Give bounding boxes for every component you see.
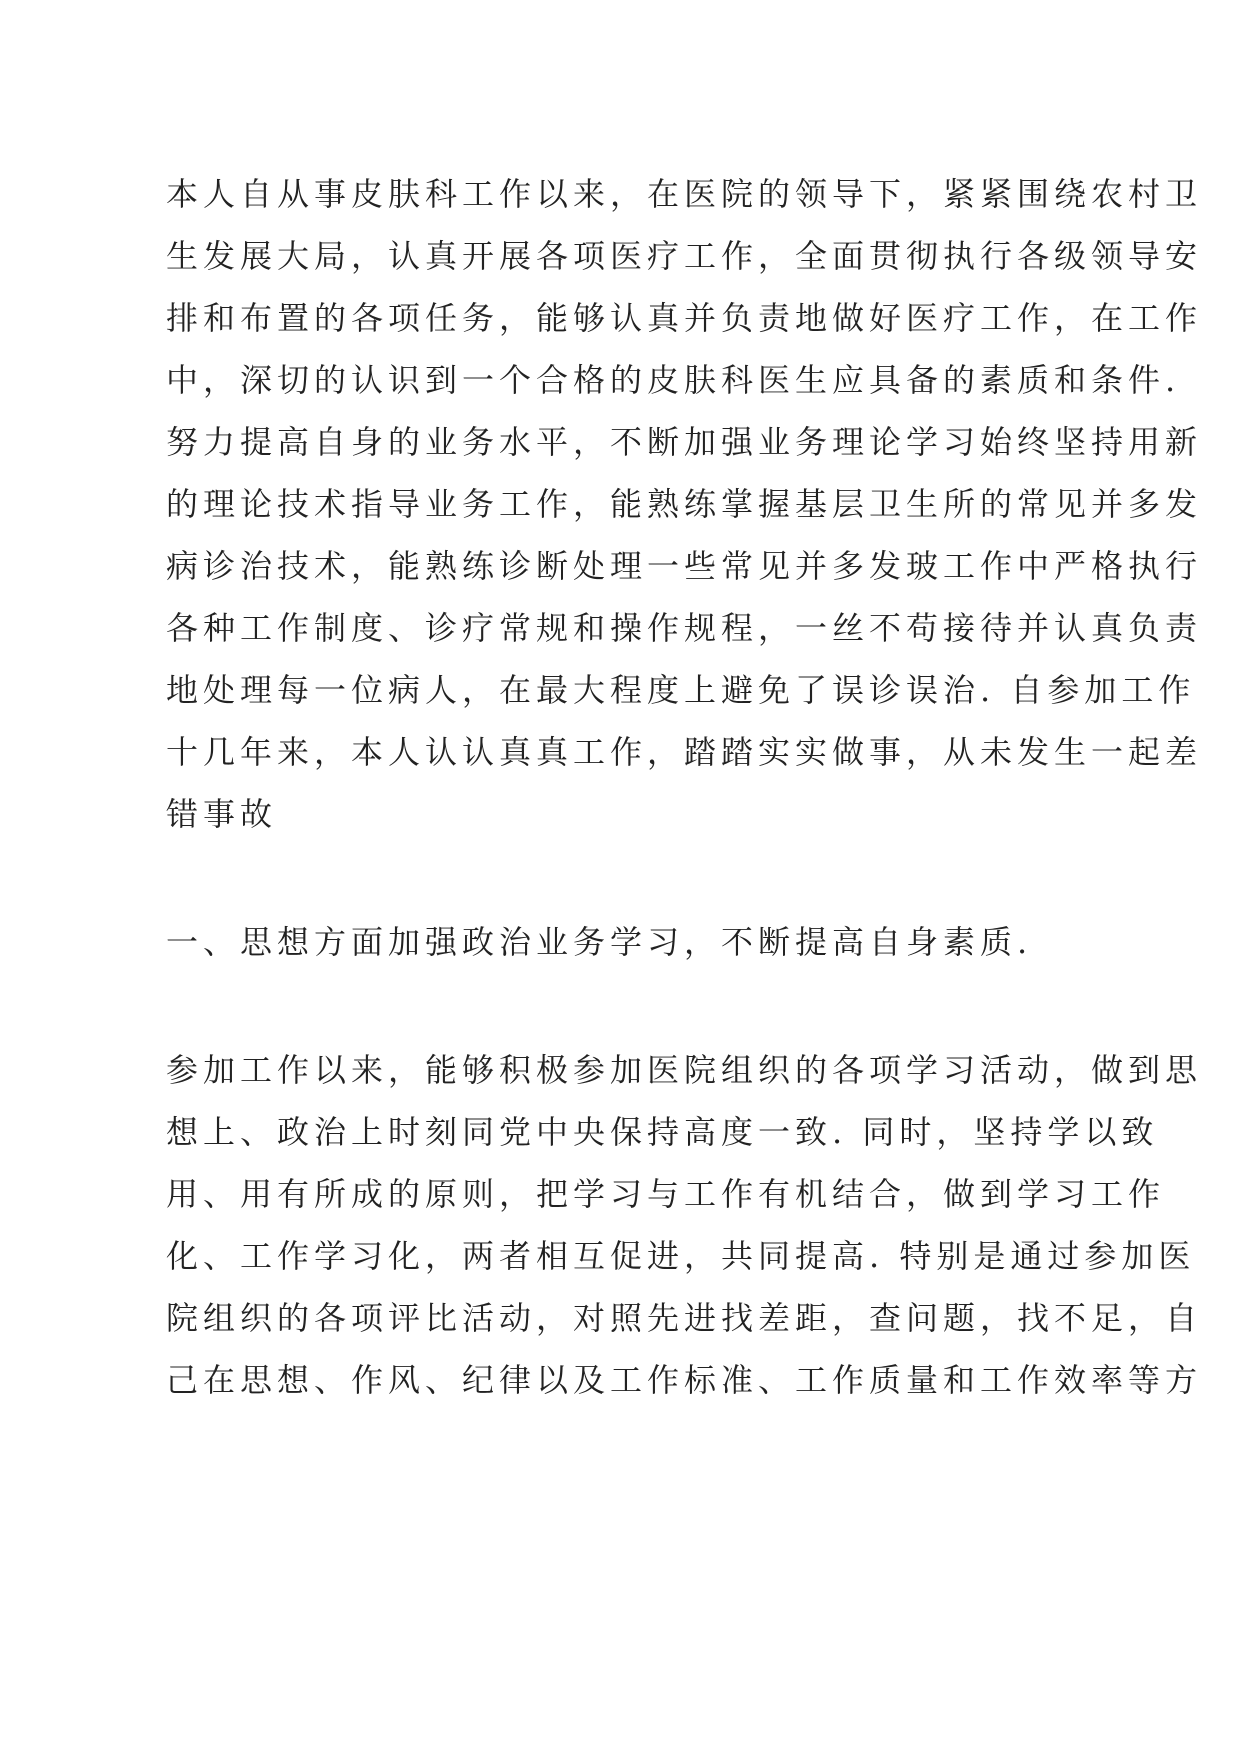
paragraph-line: 十几年来，本人认认真真工作，踏踏实实做事，从未发生一起差 — [166, 733, 1203, 771]
paragraph-line: 本人自从事皮肤科工作以来，在医院的领导下，紧紧围绕农村卫 — [166, 175, 1203, 213]
paragraph-line: 努力提高自身的业务水平，不断加强业务理论学习始终坚持用新 — [166, 423, 1203, 461]
paragraph-line: 中，深切的认识到一个合格的皮肤科医生应具备的素质和条件. — [166, 361, 1181, 399]
paragraph-line: 地处理每一位病人，在最大程度上避免了误诊误治. 自参加工作 — [166, 671, 1196, 709]
paragraph-line: 化、工作学习化，两者相互促进，共同提高. 特别是通过参加医 — [166, 1237, 1196, 1275]
paragraph-line: 想上、政治上时刻同党中央保持高度一致. 同时，坚持学以致 — [166, 1113, 1159, 1151]
paragraph-line: 院组织的各项评比活动，对照先进找差距，查问题，找不足，自 — [166, 1299, 1203, 1337]
paragraph-line: 各种工作制度、诊疗常规和操作规程，一丝不苟接待并认真负责 — [166, 609, 1203, 647]
paragraph-line: 参加工作以来，能够积极参加医院组织的各项学习活动，做到思 — [166, 1051, 1203, 1089]
paragraph-line: 己在思想、作风、纪律以及工作标准、工作质量和工作效率等方 — [166, 1361, 1203, 1399]
paragraph-line: 病诊治技术，能熟练诊断处理一些常见并多发玻工作中严格执行 — [166, 547, 1203, 585]
section-heading: 一、思想方面加强政治业务学习，不断提高自身素质. — [166, 923, 1033, 961]
paragraph-line: 用、用有所成的原则，把学习与工作有机结合，做到学习工作 — [166, 1175, 1166, 1213]
paragraph-line: 排和布置的各项任务，能够认真并负责地做好医疗工作，在工作 — [166, 299, 1203, 337]
paragraph-line: 生发展大局，认真开展各项医疗工作，全面贯彻执行各级领导安 — [166, 237, 1203, 275]
paragraph-line: 错事故 — [166, 795, 278, 833]
paragraph-line: 的理论技术指导业务工作，能熟练掌握基层卫生所的常见并多发 — [166, 485, 1203, 523]
